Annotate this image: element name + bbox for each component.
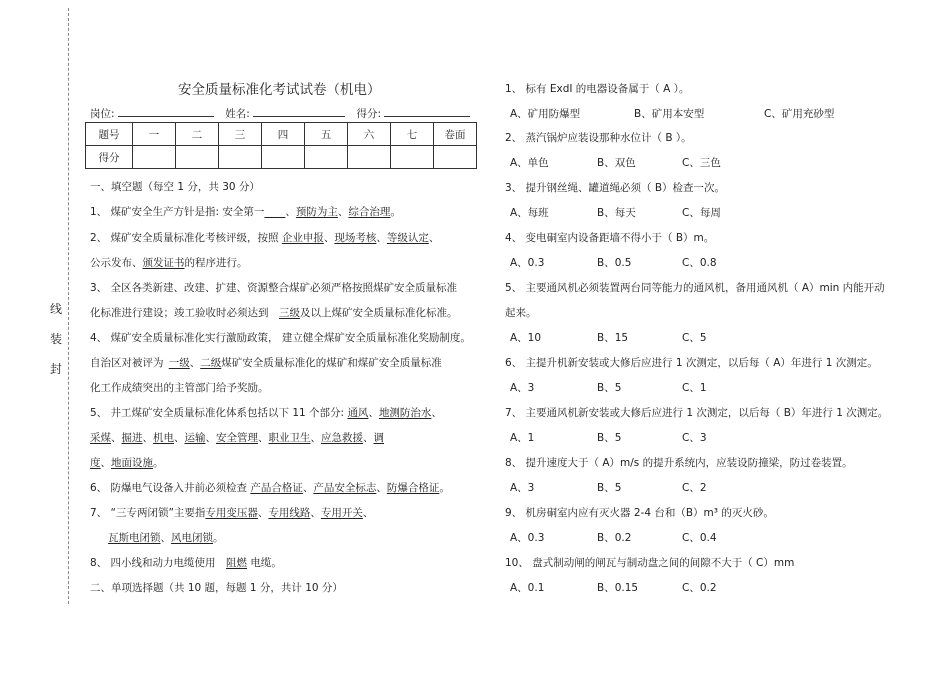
- question-text: 8、 四小线和动力电缆使用: [90, 557, 216, 569]
- side-label-zhuang: 装: [50, 332, 63, 346]
- answer-blank: 应急救援: [321, 432, 363, 444]
- score-cell[interactable]: [305, 146, 348, 169]
- choice-question: 3、 提升钢丝绳、罐道绳必须（ B）检查一次。: [505, 182, 726, 194]
- choice-question-line2: 起来。: [505, 307, 537, 319]
- choice-option-a: A、3: [510, 482, 535, 494]
- choice-option-b: B、0.2: [597, 532, 632, 544]
- answer-blank: 安全管理: [216, 432, 258, 444]
- choice-question: 8、 提升速度大于（ A）m/s 的提升系统内，应装设防撞梁，防过卷装置。: [505, 457, 853, 469]
- score-cell[interactable]: [219, 146, 262, 169]
- score-table-header-row: [86, 123, 477, 146]
- choice-question: 5、 主要通风机必须装置两台同等能力的通风机，备用通风机（ A）min 内能开动: [505, 282, 885, 294]
- answer-blank: 企业申报: [281, 232, 324, 244]
- name-field[interactable]: [253, 104, 345, 117]
- question-text: 化标准进行建设；竣工验收时必须达到: [90, 307, 269, 319]
- question-text: 公示发布、: [90, 257, 143, 269]
- fill-question-4-line3: 化工作成绩突出的主管部门给予奖励。: [90, 382, 269, 394]
- score-table-header: 五: [305, 123, 348, 146]
- fill-question-3-line2: [90, 306, 458, 320]
- answer-blank: 掘进: [121, 432, 143, 444]
- choice-question: 10、 盘式制动闸的闸瓦与制动盘之间的间隙不大于（ C）mm: [505, 557, 795, 569]
- answer-blank: 风电闭锁: [171, 532, 213, 544]
- answer-blank: 运输: [184, 432, 206, 444]
- header-fields: [90, 104, 470, 121]
- answer-blank: 三级: [279, 307, 300, 319]
- choice-option-b: B、0.5: [597, 257, 632, 269]
- side-label-xian: 线: [50, 302, 63, 316]
- answer-blank: 瓦斯电闭锁: [108, 532, 161, 544]
- answer-blank: 一级: [168, 357, 190, 369]
- score-cell[interactable]: [434, 146, 477, 169]
- choice-question: 2、 蒸汽锅炉应装设那种水位计（ B ）。: [505, 132, 692, 144]
- choice-option-c: C、3: [682, 432, 707, 444]
- post-field[interactable]: [118, 104, 214, 117]
- score-table-header: 三: [219, 123, 262, 146]
- fill-question-7: 7、 “三专两闭锁”主要指专用变压器、专用线路、专用开关、: [90, 507, 374, 519]
- choice-option-c: C、2: [682, 482, 707, 494]
- answer-blank: 度: [90, 457, 101, 469]
- score-table-header: 二: [176, 123, 219, 146]
- answer-blank: 现场考核: [334, 232, 377, 244]
- score-cell[interactable]: [348, 146, 391, 169]
- choice-question: 6、 主提升机新安装或大修后应进行 1 次测定，以后每（ A）年进行 1 次测定。: [505, 357, 878, 369]
- answer-blank: 二级: [200, 357, 222, 369]
- question-text: 自治区对被评为: [90, 357, 164, 369]
- fill-question-5-line2: 采煤、掘进、机电、运输、安全管理、职业卫生、应急救援、调: [90, 432, 384, 444]
- answer-blank: 颁发证书: [142, 257, 185, 269]
- section2-heading: 二、单项选择题（共 10 题，每题 1 分，共计 10 分）: [90, 582, 343, 594]
- choice-option-c: C、每周: [682, 207, 721, 219]
- score-label: 得分:: [356, 108, 382, 120]
- fill-question-5: 5、 井工煤矿安全质量标准化体系包括以下 11 个部分: 通风、地测防治水、: [90, 407, 442, 419]
- answer-blank: 通风: [347, 407, 369, 419]
- fill-question-2: 2、 煤矿安全质量标准化考核评级，按照 企业申报、现场考核、等级认定、: [90, 232, 440, 244]
- fill-question-7-line2: 瓦斯电闭锁、风电闭锁。: [108, 532, 224, 544]
- section1-heading: 一、填空题（每空 1 分，共 30 分）: [90, 181, 260, 193]
- score-field[interactable]: [384, 104, 470, 117]
- choice-option-a: A、1: [510, 432, 535, 444]
- choice-option-a: A、每班: [510, 207, 549, 219]
- choice-option-a: A、3: [510, 382, 535, 394]
- answer-blank: 地测防治水: [378, 407, 432, 419]
- page-title: 安全质量标准化考试试卷（机电）: [178, 82, 381, 98]
- score-cell[interactable]: [391, 146, 434, 169]
- fill-question-8: [90, 556, 282, 570]
- choice-option-a: A、矿用防爆型: [510, 108, 581, 120]
- fill-question-4-line2: 自治区对被评为 一级、二级煤矿安全质量标准化的煤矿和煤矿安全质量标准: [90, 357, 442, 369]
- choice-option-b: B、5: [597, 432, 622, 444]
- answer-blank: 职业卫生: [268, 432, 311, 444]
- choice-option-c: C、1: [682, 382, 707, 394]
- answer-blank: 采煤: [90, 432, 111, 444]
- score-table-header: 卷面: [434, 123, 477, 146]
- score-table-header: 四: [262, 123, 305, 146]
- score-row-label: 得分: [86, 146, 133, 169]
- answer-blank: 综合治理: [348, 206, 391, 218]
- choice-option-c: C、5: [682, 332, 707, 344]
- choice-option-c: C、三色: [682, 157, 721, 169]
- question-text: 1、 煤矿安全生产方针是指: 安全第一: [90, 206, 265, 218]
- question-text: 2、 煤矿安全质量标准化考核评级，按照: [90, 232, 279, 244]
- answer-blank: 地面设施: [111, 457, 153, 469]
- choice-option-b: B、矿用本安型: [634, 108, 705, 120]
- fill-question-6: 6、 防爆电气设备入井前必须检查 产品合格证、产品安全标志、防爆合格证。: [90, 482, 450, 494]
- fill-question-5-line3: 度、地面设施。: [90, 457, 164, 469]
- score-table: [85, 122, 477, 169]
- question-text: 煤矿安全质量标准化的煤矿和煤矿安全质量标准: [221, 357, 442, 369]
- choice-option-a: A、10: [510, 332, 542, 344]
- post-label: 岗位:: [90, 108, 115, 120]
- answer-blank: 预防为主: [295, 206, 338, 218]
- choice-option-b: B、5: [597, 482, 622, 494]
- question-text: 7、 “三专两闭锁”主要指: [90, 507, 206, 519]
- question-text: 电缆。: [250, 557, 282, 569]
- fill-question-2-line2: [90, 256, 248, 270]
- answer-blank: 防爆合格证: [386, 482, 440, 494]
- score-table-score-row: [86, 146, 477, 169]
- choice-option-b: B、5: [597, 382, 622, 394]
- question-text: 及以上煤矿安全质量标准化标准。: [300, 307, 458, 319]
- answer-blank: 专用开关: [320, 507, 363, 519]
- choice-option-a: A、0.1: [510, 582, 545, 594]
- question-blank-pad: [264, 206, 285, 218]
- answer-blank: 调: [373, 432, 384, 444]
- question-text: 5、 井工煤矿安全质量标准化体系包括以下 11 个部分:: [90, 407, 345, 419]
- choice-option-a: A、单色: [510, 157, 549, 169]
- score-cell[interactable]: [176, 146, 219, 169]
- answer-blank: 产品合格证: [250, 482, 303, 494]
- choice-option-a: A、0.3: [510, 257, 545, 269]
- fill-question-4: 4、 煤矿安全质量标准化实行激励政策， 建立健全煤矿安全质量标准化奖励制度。: [90, 332, 471, 344]
- fill-question-1: 1、 煤矿安全生产方针是指: 安全第一 、预防为主、综合治理。: [90, 206, 401, 218]
- side-label-feng: 封: [50, 362, 63, 376]
- choice-option-c: C、0.2: [682, 582, 717, 594]
- answer-blank: 等级认定: [386, 232, 429, 244]
- choice-option-c: C、0.4: [682, 532, 717, 544]
- choice-question: 7、 主要通风机新安装或大修后应进行 1 次测定，以后每（ B）年进行 1 次测定。: [505, 407, 889, 419]
- question-text: 6、 防爆电气设备入井前必须检查: [90, 482, 248, 494]
- choice-option-b: B、15: [597, 332, 629, 344]
- choice-option-b: B、每天: [597, 207, 636, 219]
- choice-option-b: B、0.15: [597, 582, 639, 594]
- score-table-header: 一: [133, 123, 176, 146]
- fill-question-3: 3、 全区各类新建、改建、扩建、资源整合煤矿必须严格按照煤矿安全质量标准: [90, 282, 458, 294]
- answer-blank: 阻燃: [226, 557, 248, 569]
- answer-blank: 专用变压器: [205, 507, 258, 519]
- score-cell[interactable]: [133, 146, 176, 169]
- choice-option-a: A、0.3: [510, 532, 545, 544]
- choice-option-c: C、0.8: [682, 257, 717, 269]
- score-table-header: 六: [348, 123, 391, 146]
- name-label: 姓名:: [225, 108, 250, 120]
- choice-question: 4、 变电硐室内设备距墙不得小于（ B）m。: [505, 232, 715, 244]
- choice-option-c: C、矿用充砂型: [764, 108, 835, 120]
- choice-option-b: B、双色: [597, 157, 636, 169]
- score-table-header: 七: [391, 123, 434, 146]
- binding-line: [68, 8, 69, 604]
- answer-blank: 产品安全标志: [313, 482, 377, 494]
- question-text: 的程序进行。: [184, 257, 248, 269]
- score-table-header: 题号: [86, 123, 133, 146]
- answer-blank: 机电: [153, 432, 174, 444]
- choice-question: 9、 机房硐室内应有灭火器 2-4 台和（B）m³ 的灭火砂。: [505, 507, 774, 519]
- choice-question: 1、 标有 ExdI 的电器设备属于（ A ）。: [505, 83, 690, 95]
- answer-blank: 专用线路: [268, 507, 311, 519]
- score-cell[interactable]: [262, 146, 305, 169]
